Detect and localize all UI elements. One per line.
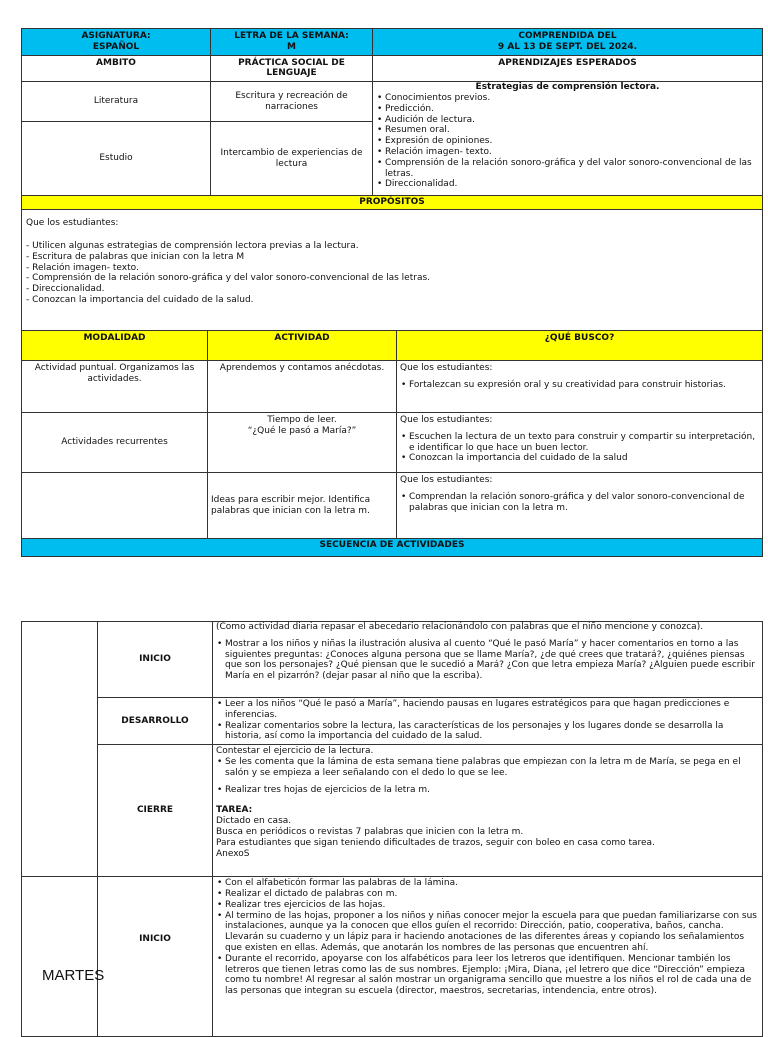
- practica-header: PRÁCTICA SOCIAL DE LENGUAJE: [211, 55, 373, 82]
- asignatura-value: ESPAÑOL: [92, 41, 140, 52]
- busco-intro: Que los estudiantes:: [400, 363, 493, 373]
- propositos-header: PROPÓSITOS: [22, 196, 763, 210]
- tarea-label: TAREA:: [216, 805, 253, 816]
- proposito-item: - Relación imagen- texto.: [26, 262, 139, 273]
- busco-intro: Que los estudiantes:: [400, 415, 493, 425]
- comprendida-cell: [373, 29, 763, 56]
- busco-item: • Conozcan la importancia del cuidado de la salud: [409, 453, 759, 464]
- busco-ideas: [397, 473, 763, 539]
- aprendizaje-item: • Predicción.: [385, 104, 759, 115]
- proposito-item: - Comprensión de la relación sonoro-gráfica y del valor sonoro-convencional de las letras.: [26, 273, 431, 284]
- actividad-ideas: Ideas para escribir mejor. Identifica palabras que inician con la letra m.: [208, 473, 397, 539]
- aprendizaje-item: • Audición de lectura.: [385, 115, 759, 126]
- practica-estudio: Intercambio de experiencias de lectura: [211, 122, 373, 196]
- aprendizaje-item: • Direccionalidad.: [385, 179, 759, 190]
- modalidad-table: [21, 330, 763, 557]
- busco-item: • Escuchen la lectura de un texto para construir y compartir su interpretación, e identificar lo que hace un buen lector.: [409, 432, 759, 454]
- aprendizaje-item: • Comprensión de la relación sonoro-gráfica y del valor sonoro-convencional de las letras.: [385, 158, 759, 180]
- actividad-recurrentes-line2: “¿Qué le pasó a María?”: [247, 425, 357, 436]
- proposito-item: - Direccionalidad.: [26, 284, 105, 295]
- proposito-item: - Utilicen algunas estrategias de comprensión lectora previas a la lectura.: [26, 240, 359, 251]
- inicio-item: • Mostrar a los niños y niñas la ilustración alusiva al cuento “Qué le pasó María” y hacer comentarios en torno a las siguientes preguntas: ¿Conoces alguna persona que se llame María?, ¿de qué crees que tratará?, ¿quiénes piensas que son los personajes? ¿Qué piensan que le sucedió a Mará? ¿Con que letra empieza María? ¿Alguien puede escribir María en el pizarrón? (dejar pasar al niño que la escriba).: [225, 639, 759, 682]
- desarrollo-item: • Realizar comentarios sobre la lectura, las características de los personajes y los lugares donde se desarrolla la historia, así como la importancia del cuidado de la salud.: [225, 721, 759, 743]
- cierre-intro: Contestar el ejercicio de la lectura.: [216, 746, 374, 757]
- aprendizajes-list: [376, 93, 759, 190]
- martes-item: • Al termino de las hojas, proponer a los niños y niñas conocer mejor la escuela para que puedan familiarizarse con sus instalaciones, aunque ya la conocen que ellos guíen el recorrido: Dirección, patio, cooperativa, baños, cancha. Llevarán su cuaderno y un lápiz para ir haciendo anotaciones de las diferentes áreas y copiando los señalamientos que existen en ellas. Además, que anotarán los nombres de las personas que encuentren ahí.: [225, 911, 759, 954]
- practica-literatura: Escritura y recreación de narraciones: [211, 82, 373, 122]
- actividad-recurrentes-line1: Tiempo de leer.: [267, 415, 337, 425]
- day-cell-lunes: [22, 622, 98, 877]
- propositos-cell: [22, 210, 763, 332]
- martes-inicio-label: INICIO: [98, 877, 213, 1037]
- ambito-header: AMBITO: [22, 55, 211, 82]
- day-label-martes: MARTES: [42, 966, 105, 984]
- proposito-item: - Escritura de palabras que inician con la letra M: [26, 251, 245, 262]
- proposito-item: - Conozcan la importancia del cuidado de la salud.: [26, 294, 254, 305]
- actividad-puntual: Aprendemos y contamos anécdotas.: [208, 361, 397, 413]
- actividad-recurrentes: [208, 413, 397, 473]
- aprendizajes-header: APRENDIZAJES ESPERADOS: [373, 55, 763, 82]
- propositos-intro: Que los estudiantes:: [26, 218, 119, 229]
- inicio-intro: (Como actividad diaria repasar el abecedario relacionándolo con palabras que el niño mencione y conozca).: [216, 622, 704, 632]
- letra-label: LETRA DE LA SEMANA:: [234, 31, 349, 41]
- letra-cell: [211, 29, 373, 56]
- lunes-desarrollo-content: [213, 698, 763, 745]
- modalidad-puntual: Actividad puntual. Organizamos las actividades.: [22, 361, 208, 413]
- inicio-label: INICIO: [98, 622, 213, 698]
- sequence-table: [21, 621, 763, 1037]
- aprendizajes-cell: [373, 82, 763, 196]
- aprendizaje-item: • Conocimientos previos.: [385, 93, 759, 104]
- tarea-line: Busca en periódicos o revistas 7 palabras que inicien con la letra m.: [216, 826, 524, 837]
- tarea-line: Dictado en casa.: [216, 816, 292, 827]
- desarrollo-label: DESARROLLO: [98, 698, 213, 745]
- tarea-line: AnexoS: [216, 848, 250, 859]
- tarea-line: Para estudiantes que sigan teniendo dificultades de trazos, seguir con boleo en casa como tarea.: [216, 837, 655, 848]
- actividad-header: ACTIVIDAD: [208, 331, 397, 361]
- asignatura-label: ASIGNATURA:: [81, 31, 151, 41]
- desarrollo-item: • Leer a los niños “Qué le pasó a María”, haciendo pausas en lugares estratégicos para que hagan predicciones e inferencias.: [225, 699, 759, 721]
- ambito-literatura: Literatura: [22, 82, 211, 122]
- modalidad-recurrentes: Actividades recurrentes: [22, 413, 208, 473]
- lunes-cierre-content: [213, 745, 763, 877]
- busco-puntual: [397, 361, 763, 413]
- martes-item: • Realizar el dictado de palabras con m.: [225, 889, 759, 900]
- cierre-item: • Realizar tres hojas de ejercicios de la letra m.: [225, 785, 759, 796]
- martes-item: • Realizar tres ejercicios de las hojas.: [225, 900, 759, 911]
- martes-item: • Durante el recorrido, apoyarse con los alfabéticos para leer los letreros que identifiquen. Mencionar también los letreros que tienen letras como las de sus nombres. Ejemplo: ¡Mira, Diana, ¡el letrero que dice “Dirección” empieza como tu nombre! Al regresar al salón mostrar un organigrama sencillo que muestre a los niños el rol de cada una de las personas que integran su escuela (director, maestros, secretarias, intendencia, entre otros).: [225, 954, 759, 997]
- aprendizaje-item: • Relación imagen- texto.: [385, 147, 759, 158]
- busco-header: ¿QUÉ BUSCO?: [397, 331, 763, 361]
- busco-recurrentes: [397, 413, 763, 473]
- comprendida-label: COMPRENDIDA DEL: [518, 31, 617, 41]
- asignatura-cell: [22, 29, 211, 56]
- lunes-inicio-content: [213, 622, 763, 698]
- day-cell-martes: [22, 877, 105, 1037]
- modalidad-empty: [22, 473, 208, 539]
- busco-item: • Comprendan la relación sonoro-gráfica y del valor sonoro-convencional de palabras que inician con la letra m.: [409, 492, 759, 514]
- aprendizaje-item: • Resumen oral.: [385, 125, 759, 136]
- cierre-label: CIERRE: [98, 745, 213, 877]
- aprendizaje-item: • Expresión de opiniones.: [385, 136, 759, 147]
- martes-inicio-content: [213, 877, 763, 1037]
- modalidad-header: MODALIDAD: [22, 331, 208, 361]
- secuencia-header: SECUENCIA DE ACTIVIDADES: [22, 539, 763, 557]
- cierre-item: • Se les comenta que la lámina de esta semana tiene palabras que empiezan con la letra m de María, se pega en el salón y se empieza a leer señalando con el dedo lo que se lee.: [225, 757, 759, 779]
- letra-value: M: [287, 41, 296, 52]
- busco-item: • Fortalezcan su expresión oral y su creatividad para construir historias.: [409, 380, 759, 391]
- busco-intro: Que los estudiantes:: [400, 475, 493, 485]
- comprendida-value: 9 AL 13 DE SEPT. DEL 2024.: [497, 41, 638, 52]
- aprendizajes-title: Estrategias de comprensión lectora.: [475, 82, 660, 93]
- planning-table: [21, 28, 763, 332]
- ambito-estudio: Estudio: [22, 122, 211, 196]
- martes-item: • Con el alfabeticón formar las palabras de la lámina.: [225, 878, 759, 889]
